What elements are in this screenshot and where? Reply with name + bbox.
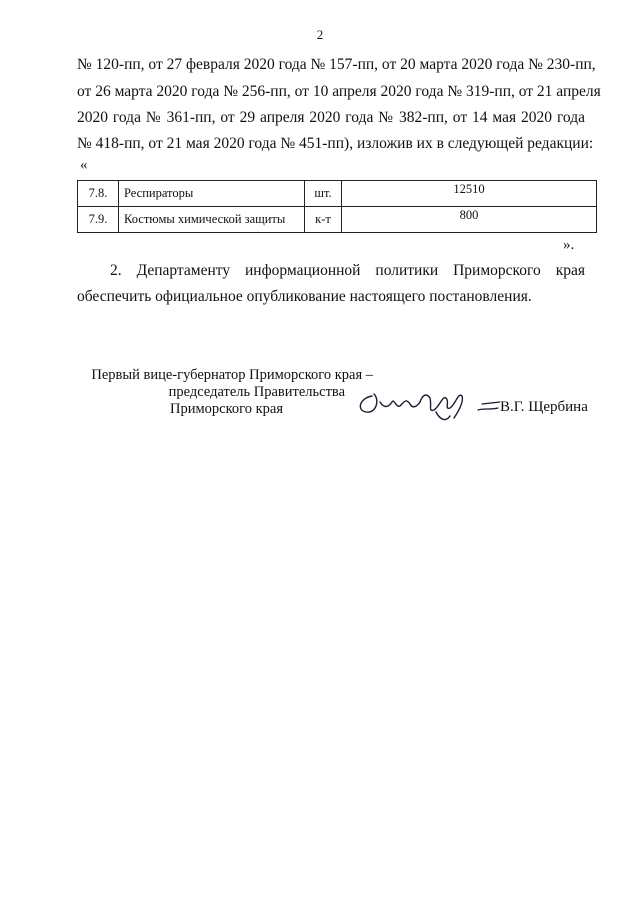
item-unit: шт. [305, 181, 342, 207]
item-quantity: 12510 [342, 181, 597, 207]
handwritten-signature [350, 378, 500, 428]
close-quote: ». [563, 237, 575, 253]
paragraph2-line-2: обеспечить официальное опубликование настоящего постановления. [77, 288, 532, 305]
item-name: Респираторы [119, 181, 305, 207]
signatory-title-line-2: председатель Правительства [168, 384, 345, 400]
open-quote: « [80, 157, 88, 173]
item-unit: к-т [305, 207, 342, 233]
row-number: 7.8. [78, 181, 119, 207]
table-row [78, 181, 597, 207]
paragraph-line-4: № 418-пп, от 21 мая 2020 года № 451-пп), изложив их в следующей редакции: [77, 135, 594, 152]
signatory-title-line-3: Приморского края [169, 401, 283, 417]
paragraph-line-1: № 120-пп, от 27 февраля 2020 года № 157-пп, от 20 марта 2020 года № 230-пп, [77, 56, 596, 73]
signature-block [78, 367, 373, 418]
item-quantity: 800 [342, 207, 597, 233]
paragraph-line-3: 2020 года № 361-пп, от 29 апреля 2020 года № 382-пп, от 14 мая 2020 года [77, 109, 585, 126]
items-table [77, 180, 597, 233]
page-number: 2 [316, 27, 324, 42]
table-row [78, 207, 597, 233]
paragraph-line-2: от 26 марта 2020 года № 256-пп, от 10 апреля 2020 года № 319-пп, от 21 апреля [77, 83, 601, 100]
signer-name: В.Г. Щербина [500, 399, 588, 415]
row-number: 7.9. [78, 207, 119, 233]
item-name: Костюмы химической защиты [119, 207, 305, 233]
signatory-title-line-1: Первый вице-губернатор Приморского края – [91, 367, 373, 383]
paragraph2-line-1: 2. Департаменту информационной политики Приморского края [110, 262, 585, 279]
